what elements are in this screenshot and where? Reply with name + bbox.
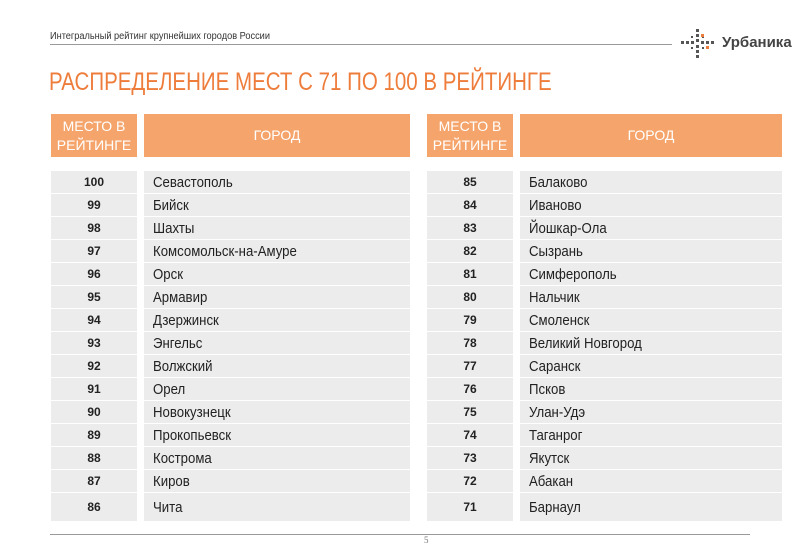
city-cell (520, 171, 782, 193)
city-name: Нальчик (529, 288, 580, 306)
header-divider (50, 44, 672, 45)
city-name: Бийск (153, 196, 189, 214)
place-cell: 87 (51, 470, 137, 492)
city-cell (520, 447, 782, 469)
city-name: Абакан (529, 472, 574, 490)
place-cell: 76 (427, 378, 513, 400)
place-cell: 84 (427, 194, 513, 216)
city-name: Якутск (529, 449, 570, 467)
place-cell: 77 (427, 355, 513, 377)
city-name: Иваново (529, 196, 582, 214)
place-cell: 96 (51, 263, 137, 285)
city-cell (520, 286, 782, 308)
place-cell: 72 (427, 470, 513, 492)
city-cell (520, 263, 782, 285)
place-header-line1: МЕСТО В (438, 117, 502, 134)
place-cell: 80 (427, 286, 513, 308)
city-name: Симферополь (529, 265, 617, 283)
city-cell (144, 447, 410, 469)
left-city-header: ГОРОД (144, 114, 410, 157)
city-cell (144, 493, 410, 521)
city-name: Великий Новгород (529, 334, 642, 352)
city-cell (144, 171, 410, 193)
page-number: 5 (424, 535, 429, 545)
place-cell: 75 (427, 401, 513, 423)
place-cell: 88 (51, 447, 137, 469)
city-name: Смоленск (529, 311, 590, 329)
city-name: Чита (153, 498, 183, 516)
city-cell (520, 309, 782, 331)
place-header-line1: МЕСТО В (62, 117, 126, 134)
city-cell (144, 470, 410, 492)
place-cell: 71 (427, 493, 513, 521)
city-name: Севастополь (153, 173, 233, 191)
city-cell (144, 217, 410, 239)
city-name: Новокузнецк (153, 403, 231, 421)
place-cell: 83 (427, 217, 513, 239)
city-cell (144, 286, 410, 308)
city-name: Сызрань (529, 242, 583, 260)
city-cell (144, 424, 410, 446)
place-cell: 79 (427, 309, 513, 331)
city-name: Орел (153, 380, 186, 398)
city-cell (520, 240, 782, 262)
city-name: Саранск (529, 357, 581, 375)
place-cell: 100 (51, 171, 137, 193)
city-cell (144, 309, 410, 331)
city-name: Кострома (153, 449, 212, 467)
city-cell (144, 401, 410, 423)
city-name: Улан-Удэ (529, 403, 586, 421)
city-cell (520, 217, 782, 239)
city-cell (520, 493, 782, 521)
city-name: Барнаул (529, 498, 581, 516)
city-cell (520, 470, 782, 492)
city-name: Псков (529, 380, 566, 398)
place-header-line2: РЕЙТИНГЕ (432, 136, 508, 153)
city-name: Энгельс (153, 334, 203, 352)
city-cell (520, 355, 782, 377)
place-cell: 74 (427, 424, 513, 446)
place-cell: 99 (51, 194, 137, 216)
city-name: Орск (153, 265, 183, 283)
place-cell: 89 (51, 424, 137, 446)
left-place-header (51, 114, 137, 157)
place-cell: 98 (51, 217, 137, 239)
place-cell: 93 (51, 332, 137, 354)
city-cell (520, 332, 782, 354)
city-cell (144, 263, 410, 285)
city-cell (144, 332, 410, 354)
city-name: Дзержинск (153, 311, 219, 329)
right-city-header: ГОРОД (520, 114, 782, 157)
city-name: Балаково (529, 173, 588, 191)
city-name: Волжский (153, 357, 213, 375)
city-name: Йошкар-Ола (529, 219, 607, 237)
place-cell: 92 (51, 355, 137, 377)
place-cell: 86 (51, 493, 137, 521)
urbanika-logo-icon (679, 27, 717, 59)
footer-divider (50, 534, 750, 535)
city-cell (144, 194, 410, 216)
city-name: Комсомольск-на-Амуре (153, 242, 297, 260)
city-name: Шахты (153, 219, 195, 237)
city-cell (520, 378, 782, 400)
city-name: Таганрог (529, 426, 583, 444)
city-cell (520, 401, 782, 423)
place-cell: 85 (427, 171, 513, 193)
page-heading: РАСПРЕДЕЛЕНИЕ МЕСТ С 71 ПО 100 В РЕЙТИНГЕ (49, 68, 552, 96)
place-cell: 81 (427, 263, 513, 285)
place-cell: 97 (51, 240, 137, 262)
city-name: Прокопьевск (153, 426, 232, 444)
logo-text: Урбаника (722, 34, 792, 51)
report-title: Интегральный рейтинг крупнейших городов России (50, 31, 270, 42)
city-cell (520, 424, 782, 446)
place-header-line2: РЕЙТИНГЕ (56, 136, 132, 153)
place-cell: 78 (427, 332, 513, 354)
city-cell (520, 194, 782, 216)
place-cell: 91 (51, 378, 137, 400)
place-cell: 73 (427, 447, 513, 469)
city-name: Армавир (153, 288, 208, 306)
place-cell: 82 (427, 240, 513, 262)
right-place-header (427, 114, 513, 157)
city-name: Киров (153, 472, 190, 490)
city-cell (144, 355, 410, 377)
place-cell: 95 (51, 286, 137, 308)
city-cell (144, 378, 410, 400)
place-cell: 94 (51, 309, 137, 331)
place-cell: 90 (51, 401, 137, 423)
city-cell (144, 240, 410, 262)
